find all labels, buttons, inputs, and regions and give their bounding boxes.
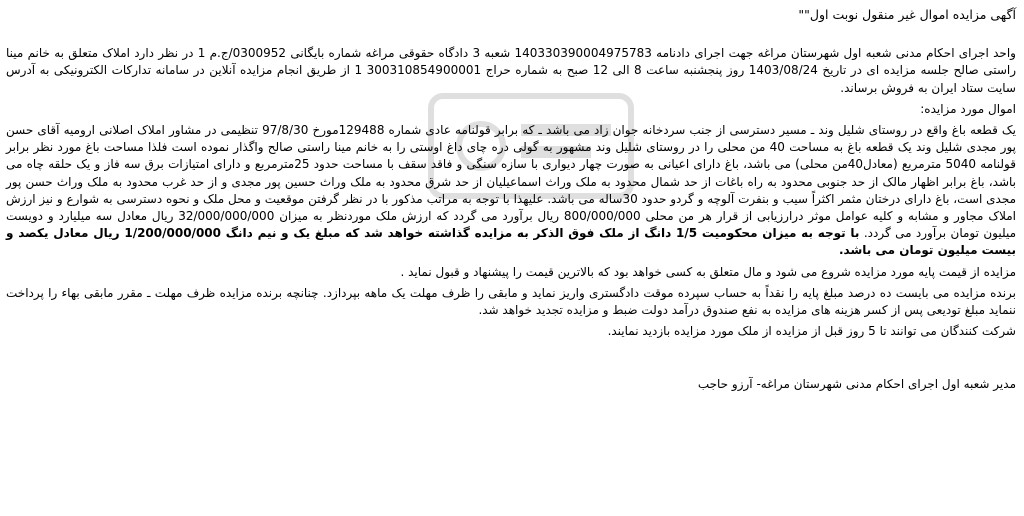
property-description-paragraph [6,122,1016,260]
property-share-value-text: با توجه به میزان محکومیت 1/5 دانگ از ملک فوق الذکر به مزایده گذاشته خواهد شد که مبلغ یک و نیم دانگ 1/200/000/000 ریال معادل یکصد و بیست میلیون تومان می باشد. [6,226,1016,258]
signature-line: مدیر شعبه اول اجرای احکام مدنی شهرستان مراغه- آرزو حاجب [697,377,1016,392]
winner-payment-paragraph: برنده مزایده می بایست ده درصد مبلغ پایه را نقداً به حساب سپرده موقت دادگستری واریز نماید و مابقی را ظرف مهلت یک ماهه بپردازد. چنانچه برنده مزایده ظرف مهلت ـ مقرر مابقی بهاء را پرداخت ننماید مبلغ تودیعی پس از کسر هزینه های مزایده به نفع صندوق درآمد دولت ضبط و مزایده تجدید خواهد شد. [6,285,1016,318]
visit-paragraph: شرکت کنندگان می توانند تا 5 روز قبل از مزایده از ملک مورد مزایده بازدید نمایند. [607,324,1016,339]
section-label-auction-property: اموال مورد مزایده: [920,101,1016,116]
auction-start-paragraph: مزایده از قیمت پایه مورد مزایده شروع می شود و مال متعلق به کسی خواهد بود که بالاترین قیمت را پیشنهاد و قبول نماید . [400,264,1016,279]
notice-intro-paragraph: واحد اجرای احکام مدنی شعبه اول شهرستان مراغه جهت اجرای دادنامه 140330390004975783 شعبه 3 دادگاه حقوقی مراغه شماره بایگانی 0300952/ج.م 1 در نظر دارد املاک متعلق به خانم مینا راستی صالح جلسه مزایده ای در تاریخ 1403/08/24 روز پنجشنبه ساعت 8 الی 12 صبح به شماره حراج 300310854900001 1 از طریق انجام مزایده آنلاین در سامانه تدارکات الکترونیکی به آدرس سایت ستاد ایران به فروش برساند. [6,46,1017,95]
property-description-text: یک قطعه باغ واقع در روستای شلیل وند ـ مسیر دسترسی از جنب سردخانه جوان زاد می باشد ـ که برابر قولنامه عادی شماره 129488مورخ 97/8/30 تنظیمی در مشاور املاک اصلانی ارومیه آقای حسن پور مجدی شلیل وند یک قطعه باغ به مساحت 40 من محلی را در روستای شلیل وند مشهور به گولی دره چای داغ اوستی را به خانم مینا راستی صالح واگذار نموده است فلذا مساحت باغ مورد نظر برابر قولنامه 5040 مترمربع (معادل40من محلی) می باشد، باغ دارای اعیانی به صورت چهار دیواری با سازه سنگی و فاقد سقف با مساحت حدود 25مترمربع و دارای امتیازات برق سه فاز و یک حلقه چاه می باشد، باغ برابر اظهار مالک از حد جنوبی محدود به راه باغات از حد شمال محدود به ملک وراث اسماعیلیان از حد شرق محدود به ملک وراث حسین پور مجدی و از حد غرب محدود به ملک وراث حسن پور مجدی است، باغ دارای درختان مثمر اکثراً سیب و بنفرت آلوچه و گردو حدود 30ساله می باشد. علیهذا با توجه به مراتب مذکور با در نظر گرفتن موقعیت و محل ملک و نحوه دسترسی به شوارع و نیز ارزش املاک مجاور و مشابه و کلیه عوامل موثر درارزیابی از قرار هر من محلی 800/000/000 ریال برآورد می گردد که ارزش ملک مورد‌نظر به میزان 32/000/000/000 ریال معادل سه میلیارد و دویست میلیون تومان برآورد می گردد. [6,123,1016,241]
notice-document [6,6,1016,512]
notice-title: آگهی مزایده اموال غیر منقول نوبت اول"" [798,7,1016,22]
